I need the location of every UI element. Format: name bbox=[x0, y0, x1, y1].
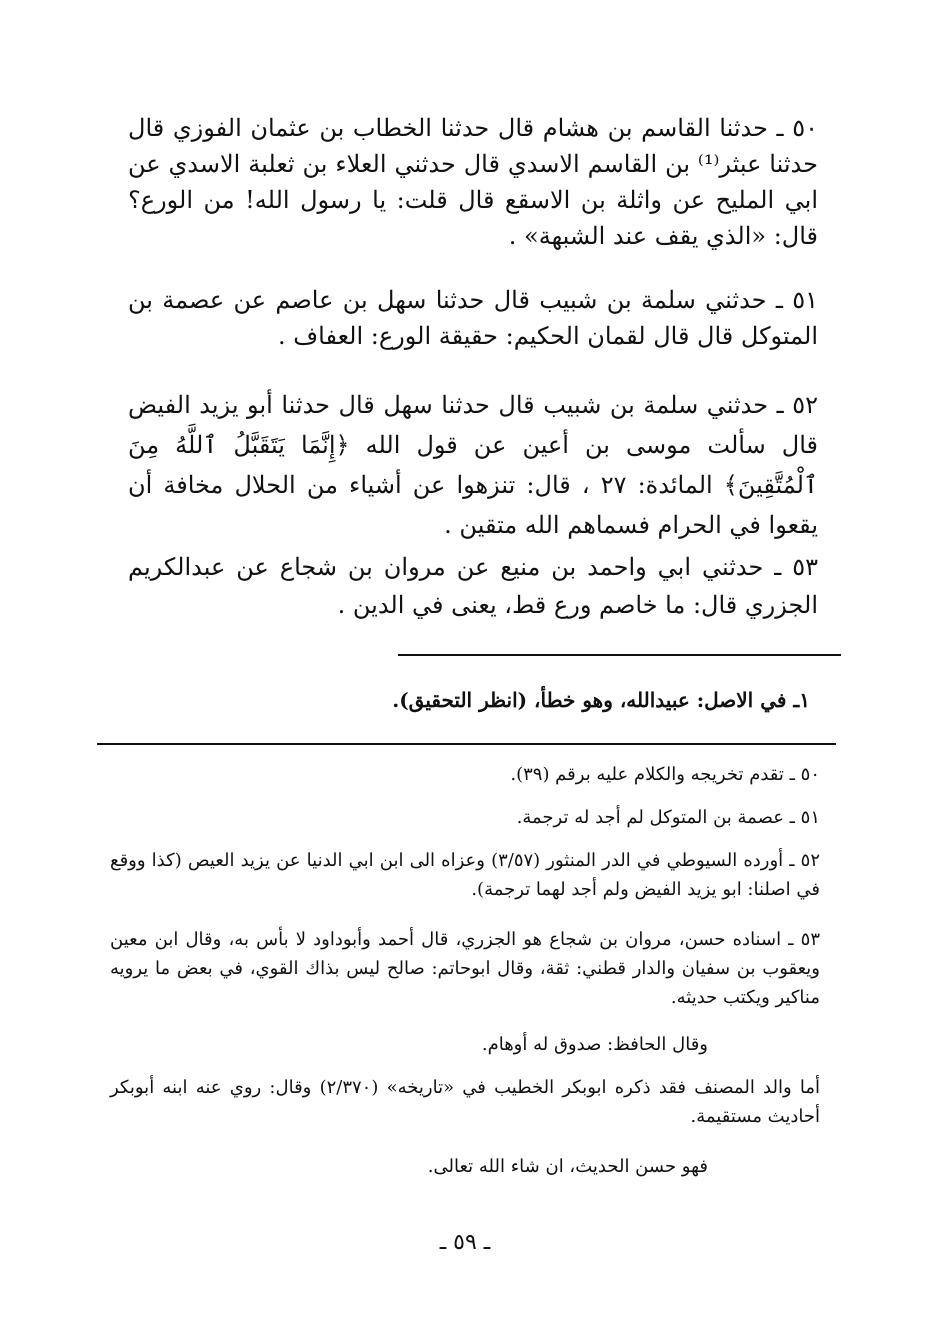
hadith-53-paragraph: ٥٣ ـ حدثني ابي واحمد بن منيع عن مروان بن شجاع عن عبدالكريم الجزري قال: ما خاصم ورع قط، يعنى في الدين . bbox=[128, 553, 818, 619]
note-53: ٥٣ ـ اسناده حسن، مروان بن شجاع هو الجزري، قال أحمد وأبوداود لا بأس به، وقال ابن معين ويعقوب بن سفيان والدار قطني: ثقة، وقال ابوحاتم: صالح ليس بذاك القوي، في بعض ما يرويه مناكير ويكتب حديثه. bbox=[110, 929, 820, 1008]
hadith-52-paragraph: ٥٢ ـ حدثني سلمة بن شبيب قال حدثنا سهل قال حدثنا أبو يزيد الفيض قال سألت موسى بن أعين عن قول الله ﴿إِنَّمَا يَتَقَبَّلُ ٱللَّهُ مِنَ ٱلْمُتَّقِينَ﴾ المائدة: ٢٧ ، قال: تنزهوا عن أشياء من الحلال مخافة أن يقعوا في الحرام فسماهم الله متقين . bbox=[128, 391, 818, 539]
footnote-divider bbox=[398, 654, 841, 656]
page-number: ـ ٥٩ ـ bbox=[439, 1230, 491, 1255]
footnote-1: ١ـ في الاصل: عبيدالله، وهو خطأ، (انظر التحقيق). bbox=[392, 688, 810, 712]
note-51: ٥١ ـ عصمة بن المتوكل لم أجد له ترجمة. bbox=[516, 807, 820, 828]
note-50: ٥٠ ـ تقدم تخريجه والكلام عليه برقم (٣٩). bbox=[510, 764, 820, 785]
note-author-father: أما والد المصنف فقد ذكره ابوبكر الخطيب في «تاريخه» (٢/٣٧٠) وقال: روي عنه ابنه أبوبكر أحاديث مستقيمة. bbox=[110, 1077, 820, 1127]
commentary-divider bbox=[97, 743, 836, 745]
note-52: ٥٢ ـ أورده السيوطي في الدر المنثور (٣/٥٧) وعزاه الى ابن ابي الدنيا عن يزيد العيص (كذا ووقع في اصلنا: ابو يزيد الفيض ولم أجد لهما ترجمة). bbox=[110, 850, 820, 900]
hadith-51-paragraph: ٥١ ـ حدثني سلمة بن شبيب قال حدثنا سهل بن عاصم عن عصمة بن المتوكل قال قال لقمان الحكيم: حقيقة الورع: العفاف . bbox=[128, 286, 818, 350]
note-53-hafiz: وقال الحافظ: صدوق له أوهام. bbox=[481, 1034, 708, 1055]
note-conclusion: فهو حسن الحديث، ان شاء الله تعالى. bbox=[427, 1156, 708, 1177]
hadith-50-paragraph: ٥٠ ـ حدثنا القاسم بن هشام قال حدثنا الخطاب بن عثمان الفوزي قال حدثنا عبثر⁽¹⁾ بن القاسم الاسدي قال حدثني العلاء بن ثعلبة الاسدي عن ابي المليح عن واثلة بن الاسقع قال قلت: يا رسول الله! من الورع؟ قال: «الذي يقف عند الشبهة» . bbox=[128, 114, 818, 250]
